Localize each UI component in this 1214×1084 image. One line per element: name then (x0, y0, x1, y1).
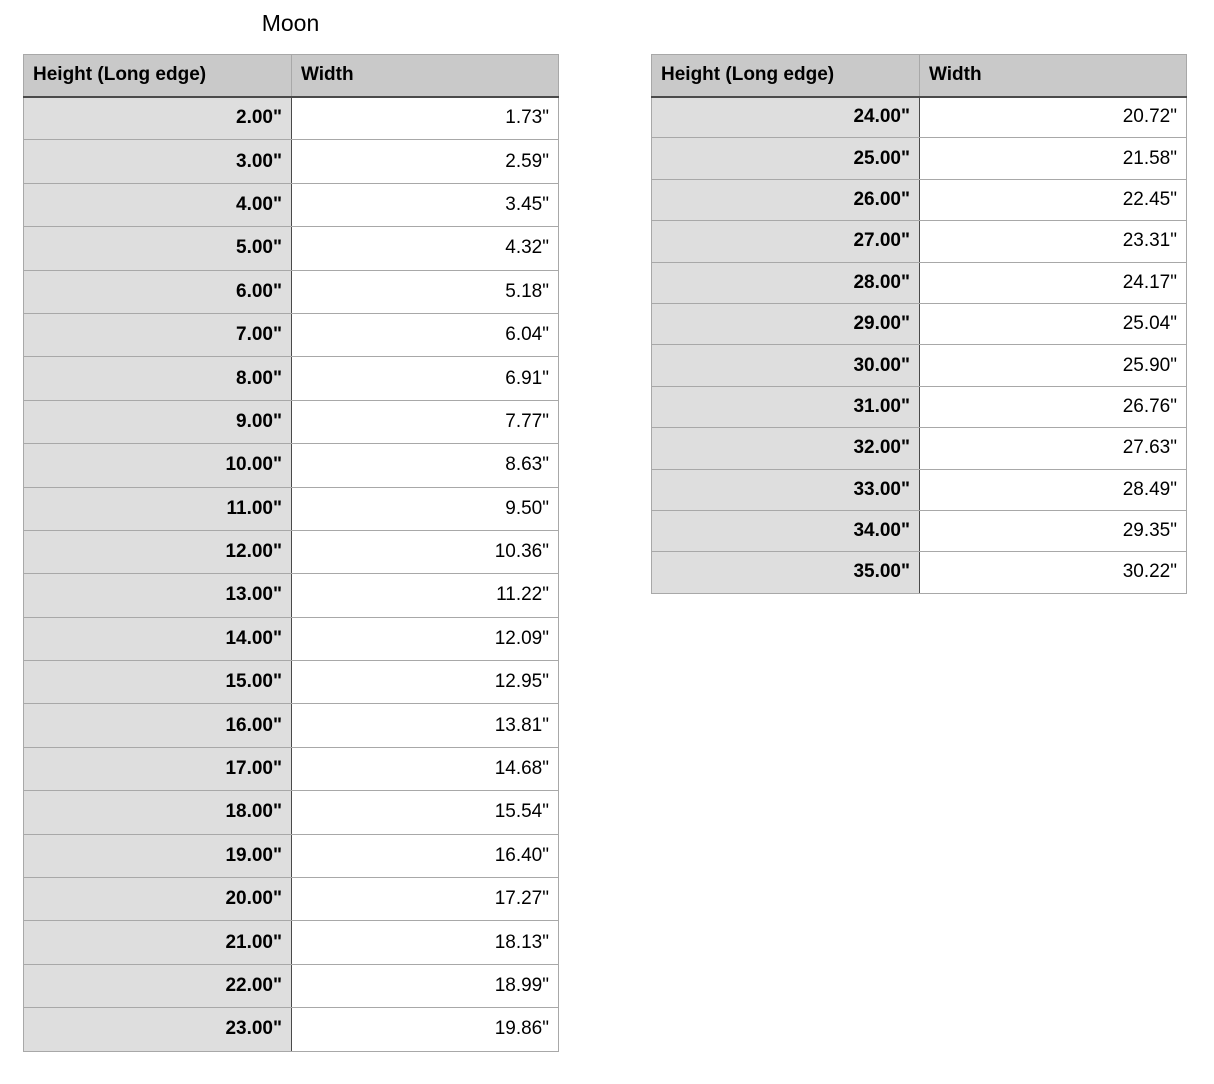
table-row (652, 138, 1187, 179)
width-cell[interactable]: 18.99" (292, 964, 559, 1007)
table-row (652, 510, 1187, 551)
height-cell[interactable]: 20.00" (24, 878, 292, 921)
table-row (652, 97, 1187, 138)
table-row (652, 303, 1187, 344)
page-title: Moon (261, 10, 320, 36)
width-cell[interactable]: 15.54" (292, 791, 559, 834)
width-column-header[interactable]: Width (920, 55, 1187, 97)
height-cell[interactable]: 34.00" (652, 510, 920, 551)
height-cell[interactable]: 7.00" (24, 313, 292, 356)
table-header-row (652, 55, 1187, 97)
width-cell[interactable]: 6.04" (292, 313, 559, 356)
table-row (24, 747, 559, 790)
height-cell[interactable]: 4.00" (24, 183, 292, 226)
height-cell[interactable]: 23.00" (24, 1008, 292, 1051)
table-row (24, 270, 559, 313)
table-row (24, 140, 559, 183)
width-cell[interactable]: 10.36" (292, 530, 559, 573)
height-cell[interactable]: 27.00" (652, 221, 920, 262)
table-row (24, 964, 559, 1007)
width-cell[interactable]: 18.13" (292, 921, 559, 964)
height-cell[interactable]: 19.00" (24, 834, 292, 877)
height-cell[interactable]: 3.00" (24, 140, 292, 183)
width-cell[interactable]: 13.81" (292, 704, 559, 747)
table-row (652, 179, 1187, 220)
table-row (24, 530, 559, 573)
height-cell[interactable]: 22.00" (24, 964, 292, 1007)
table-row (24, 704, 559, 747)
width-cell[interactable]: 21.58" (920, 138, 1187, 179)
table-row (24, 313, 559, 356)
height-cell[interactable]: 2.00" (24, 97, 292, 140)
table-row (652, 386, 1187, 427)
height-cell[interactable]: 18.00" (24, 791, 292, 834)
size-table-left (23, 54, 559, 1052)
height-cell[interactable]: 17.00" (24, 747, 292, 790)
height-cell[interactable]: 35.00" (652, 552, 920, 593)
width-cell[interactable]: 16.40" (292, 834, 559, 877)
height-cell[interactable]: 24.00" (652, 97, 920, 138)
width-cell[interactable]: 12.09" (292, 617, 559, 660)
table-row (652, 469, 1187, 510)
table-row (652, 221, 1187, 262)
table-row (652, 552, 1187, 593)
height-cell[interactable]: 11.00" (24, 487, 292, 530)
table-row (24, 97, 559, 140)
table-row (24, 400, 559, 443)
width-cell[interactable]: 6.91" (292, 357, 559, 400)
height-cell[interactable]: 33.00" (652, 469, 920, 510)
table-header-row (24, 55, 559, 97)
height-cell[interactable]: 31.00" (652, 386, 920, 427)
height-cell[interactable]: 14.00" (24, 617, 292, 660)
width-cell[interactable]: 17.27" (292, 878, 559, 921)
width-cell[interactable]: 25.04" (920, 303, 1187, 344)
width-cell[interactable]: 4.32" (292, 227, 559, 270)
table-row (652, 345, 1187, 386)
width-column-header[interactable]: Width (292, 55, 559, 97)
table-row (24, 661, 559, 704)
size-table-right (651, 54, 1187, 594)
table-row (24, 574, 559, 617)
width-cell[interactable]: 22.45" (920, 179, 1187, 220)
table-row (24, 487, 559, 530)
table-row (24, 834, 559, 877)
width-cell[interactable]: 12.95" (292, 661, 559, 704)
height-cell[interactable]: 9.00" (24, 400, 292, 443)
width-cell[interactable]: 5.18" (292, 270, 559, 313)
table-row (24, 357, 559, 400)
height-cell[interactable]: 10.00" (24, 444, 292, 487)
width-cell[interactable]: 30.22" (920, 552, 1187, 593)
table-row (24, 227, 559, 270)
height-cell[interactable]: 12.00" (24, 530, 292, 573)
width-cell[interactable]: 26.76" (920, 386, 1187, 427)
width-cell[interactable]: 29.35" (920, 510, 1187, 551)
width-cell[interactable]: 2.59" (292, 140, 559, 183)
height-cell[interactable]: 13.00" (24, 574, 292, 617)
width-cell[interactable]: 11.22" (292, 574, 559, 617)
width-cell[interactable]: 23.31" (920, 221, 1187, 262)
height-column-header[interactable]: Height (Long edge) (652, 55, 920, 97)
height-cell[interactable]: 30.00" (652, 345, 920, 386)
table-row (24, 1008, 559, 1051)
height-cell[interactable]: 5.00" (24, 227, 292, 270)
table-row (24, 878, 559, 921)
table-row (652, 428, 1187, 469)
width-cell[interactable]: 9.50" (292, 487, 559, 530)
table-row (652, 262, 1187, 303)
width-cell[interactable]: 1.73" (292, 97, 559, 140)
width-cell[interactable]: 28.49" (920, 469, 1187, 510)
height-column-header[interactable]: Height (Long edge) (24, 55, 292, 97)
table-row (24, 444, 559, 487)
width-cell[interactable]: 24.17" (920, 262, 1187, 303)
height-cell[interactable]: 15.00" (24, 661, 292, 704)
width-cell[interactable]: 20.72" (920, 97, 1187, 138)
height-cell[interactable]: 29.00" (652, 303, 920, 344)
table-row (24, 791, 559, 834)
height-cell[interactable]: 16.00" (24, 704, 292, 747)
table-row (24, 183, 559, 226)
width-cell[interactable]: 8.63" (292, 444, 559, 487)
height-cell[interactable]: 32.00" (652, 428, 920, 469)
width-cell[interactable]: 25.90" (920, 345, 1187, 386)
height-cell[interactable]: 21.00" (24, 921, 292, 964)
height-cell[interactable]: 8.00" (24, 357, 292, 400)
height-cell[interactable]: 28.00" (652, 262, 920, 303)
height-cell[interactable]: 26.00" (652, 179, 920, 220)
width-cell[interactable]: 3.45" (292, 183, 559, 226)
width-cell[interactable]: 7.77" (292, 400, 559, 443)
width-cell[interactable]: 14.68" (292, 747, 559, 790)
width-cell[interactable]: 27.63" (920, 428, 1187, 469)
height-cell[interactable]: 6.00" (24, 270, 292, 313)
table-row (24, 921, 559, 964)
height-cell[interactable]: 25.00" (652, 138, 920, 179)
table-row (24, 617, 559, 660)
width-cell[interactable]: 19.86" (292, 1008, 559, 1051)
